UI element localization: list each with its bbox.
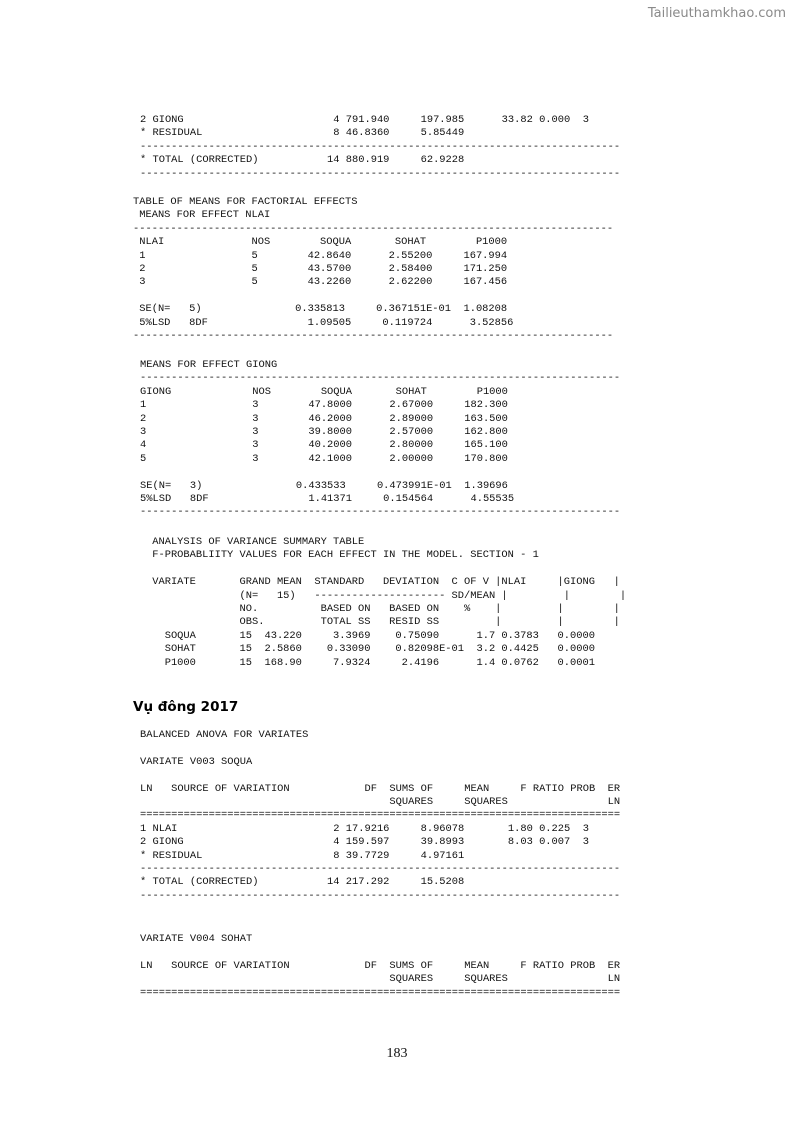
means-table-giong: MEANS FOR EFFECT GIONG ----------------------------------------------------------------------------- GIONG NOS SOQUA SOHAT P1000 1 3 47.8000 2.67000 182.300 2 3 46.2000 2.89000 163.500 3 3 39.8000 2.57000 162.800 4 3 40.2000 2.80000 165.100 5 3 42.1000 2.00000 170.800 SE(N= 3) 0.433533 0.473991E-01 1.39696 5%LSD 8DF 1.41371 0.154564 4.55535 ----------------------------------------------------------------------------- (140, 359, 621, 519)
anova-table-v004: VARIATE V004 SOHAT LN SOURCE OF VARIATION DF SUMS OF MEAN F RATIO PROB ER SQUARES SQUARES LN ============================================================================= (140, 933, 621, 999)
means-table-nlai: TABLE OF MEANS FOR FACTORIAL EFFECTS MEANS FOR EFFECT NLAI ----------------------------------------------------------------------------- NLAI NOS SOQUA SOHAT P1000 1 5 42.8640 2.55200 167.994 2 5 43.5700 2.58400 171.250 3 5 43.2260 2.62200 167.456 SE(N= 5) 0.335813 0.367151E-01 1.08208 5%LSD 8DF 1.09505 0.119724 3.52856 ----------------------------------------------------------------------------- (133, 196, 614, 343)
variance-summary-table: ANALYSIS OF VARIANCE SUMMARY TABLE F-PROBABLIITY VALUES FOR EACH EFFECT IN THE MODEL. SECTION - 1 VARIATE GRAND MEAN STANDARD DEVIATION C OF V |NLAI |GIONG | (N= 15) --------------------- SD/MEAN | | | NO. BASED ON BASED ON % | | | OBS. TOTAL SS RESID SS | | | SOQUA 15 43.220 3.3969 0.75090 1.7 0.3783 0.0000 SOHAT 15 2.5860 0.33090 0.82098E-01 3.2 0.4425 0.0000 P1000 15 168.90 7.9324 2.4196 1.4 0.0762 0.0001 (152, 536, 627, 669)
anova-table-v003: BALANCED ANOVA FOR VARIATES VARIATE V003 SOQUA LN SOURCE OF VARIATION DF SUMS OF MEAN F RATIO PROB ER SQUARES SQUARES LN ============================================================================= 1 NLAI 2 17.9216 8.96078 1.80 0.225 3 2 GIONG 4 159.597 39.8993 8.03 0.007 3 * RESIDUAL 8 39.7729 4.97161 ----------------------------------------------------------------------------- * TOTAL (CORRECTED) 14 217.292 15.5208 ----------------------------------------------------------------------------- (140, 729, 621, 902)
watermark-text: Tailieuthamkhao.com (647, 6, 786, 21)
page-number: 183 (386, 1046, 408, 1061)
section-heading: Vụ đông 2017 (133, 699, 239, 715)
anova-continuation-table: 2 GIONG 4 791.940 197.985 33.82 0.000 3 * RESIDUAL 8 46.8360 5.85449 ----------------------------------------------------------------------------- * TOTAL (CORRECTED) 14 880.919 62.9228 ----------------------------------------------------------------------------- (140, 114, 621, 180)
